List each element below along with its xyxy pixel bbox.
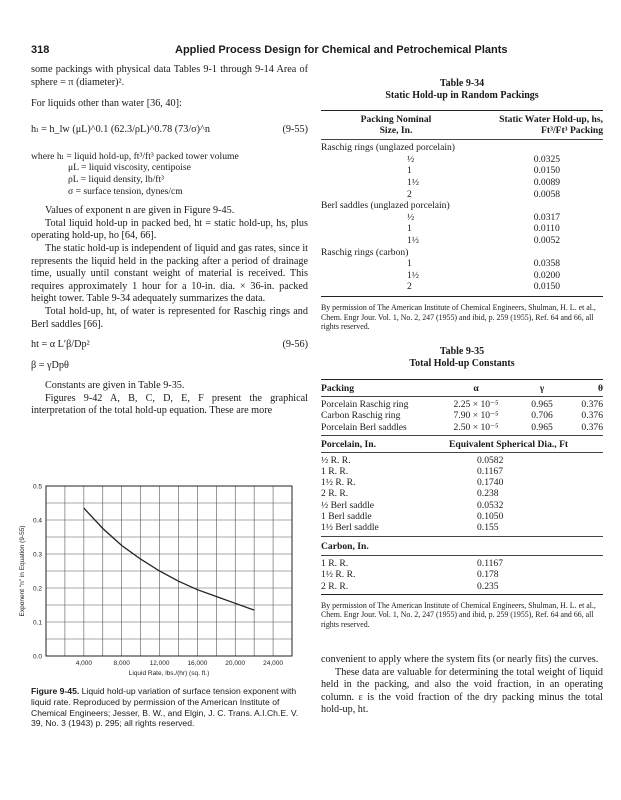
cell-theta: 0.376 [581,421,603,433]
figure-caption [31,686,311,729]
cell-packing: 1½ R. R. [321,477,356,489]
table-row [321,466,603,477]
cell-packing: Porcelain Berl saddles [321,421,407,433]
definition: μL = liquid viscosity, centipoise [68,162,191,174]
table-row [321,569,603,580]
cell-alpha: 2.50 × 10⁻⁵ [453,421,499,433]
col-header: Porcelain, In. [321,438,376,450]
equation-text: ht = α L′β/Dp² [31,339,90,351]
paragraph: These data are valuable for determining the total weight of liquid held in the packing, and also the void fraction, in an operating column. ε is the void fraction of the dry packing minus the total hold-up, ht. [321,666,603,716]
table-row [321,188,603,200]
cell-size: 1½ [407,177,419,189]
table-row [321,477,603,488]
paragraph: The static hold-up is independent of liquid and gas rates, since it represents the liquid held in the packing after a period of drainage time, usually until constant weight of material is received. This requires approximately 1 hour for a 10-in. dia. × 36-in. packed height tower. Table 9-34 adequately summarizes the data. [31,242,308,305]
equation-9-56 [31,339,308,352]
cell-value: 0.178 [477,569,499,581]
table-row [321,410,603,421]
x-tick-label: 12,000 [149,660,170,667]
equation-text: β = γDpθ [31,359,69,371]
cell-alpha: 2.25 × 10⁻⁵ [453,399,499,411]
x-tick-label: 20,000 [225,660,246,667]
cell-value: 0.0110 [533,223,560,235]
equation-9-55 [31,119,308,143]
group-label: Raschig rings (carbon) [321,246,409,258]
table-row [321,223,603,235]
y-axis-label: Exponent "n" in Equation (9-55) [19,525,26,617]
cell-value: 0.235 [477,580,499,592]
cell-value: 0.1740 [477,477,504,489]
cell-value: 0.1167 [477,466,504,478]
series-line-n [84,508,254,610]
group-label: Berl saddles (unglazed porcelain) [321,200,450,212]
cell-size: 1 [407,165,412,177]
table-header [321,383,603,394]
col-header: Equivalent Spherical Dia., Ft [449,438,569,450]
cell-theta: 0.376 [581,399,603,411]
group-label: Raschig rings (unglazed porcelain) [321,142,455,154]
cell-packing: 2 R. R. [321,580,349,592]
cell-value: 0.0317 [533,211,561,223]
table-note: By permission of The American Institute of Chemical Engineers, Shulman, H. L. et al., Chem. Engr Jour. Vol. 1, No. 2, 247 (1955) and ibid, p. 259 (1955), Ref. 64 and 66, all rights reserved. [321,302,596,332]
table-title: Static Hold-up in Random Packings [385,90,539,101]
cell-packing: 2 R. R. [321,488,349,500]
y-tick-label: 0.1 [32,619,42,627]
cell-gamma: 0.965 [531,399,553,411]
right-column-text [321,654,603,717]
table-title: Total Hold-up Constants [409,358,515,369]
definition: σ = surface tension, dynes/cm [68,185,183,197]
cell-packing: Carbon Raschig ring [321,410,401,422]
table-9-34 [321,78,603,332]
cell-size: 1 [407,223,412,235]
y-tick-label: 0.0 [32,653,42,661]
table-row [321,558,603,569]
table-row [321,258,603,270]
figure-9-45-chart [12,482,312,682]
constants-body [321,399,603,433]
paragraph: Total liquid hold-up in packed bed, ht = static hold-up, hs, plus operating hold-up, ho [64, 66]. [31,217,308,242]
chart-ticks [33,484,283,668]
table-row [321,235,603,247]
paragraph: Values of exponent n are given in Figure 9-45. [45,205,235,217]
table-row [321,177,603,189]
equation-text: hₗ = h_lw (μL)^0.1 (62.3/ρL)^0.78 (73/σ)^n [31,124,210,136]
cell-theta: 0.376 [581,410,603,422]
table-body [321,142,603,293]
cell-packing: 1 R. R. [321,466,349,478]
cell-size: 2 [407,188,412,200]
cell-size: 1½ [407,269,419,281]
table-header [321,114,603,136]
cell-packing: ½ Berl saddle [321,499,375,511]
subheader [321,439,603,450]
cell-gamma: 0.965 [531,421,553,433]
table-row [321,455,603,466]
col-header: Size, In. [379,125,413,136]
cell-value: 0.1050 [477,510,504,522]
definition: ρL = liquid density, lb/ft³ [68,173,165,185]
table-row [321,399,603,410]
chart-grid [46,486,292,656]
cell-value: 0.0052 [533,235,561,247]
y-tick-label: 0.4 [32,517,42,525]
y-tick-label: 0.2 [32,585,42,593]
cell-packing: ½ R. R. [321,454,351,466]
definitions [31,151,308,197]
table-row [321,500,603,511]
col-header: Static Water Hold-up, hs, [499,114,603,125]
cell-value: 0.0089 [533,177,561,189]
cell-value: 0.238 [477,488,499,500]
cell-value: 0.0325 [533,153,561,165]
definition: where hₗ = liquid hold-up, ft³/ft³ packed tower volume [31,150,239,162]
table-row [321,270,603,282]
cell-value: 0.0582 [477,454,504,466]
table-label: Table 9-35 [439,346,485,357]
paragraph: Figures 9-42 A, B, C, D, E, F present the graphical interpretation of the total hold-up equation. These are more [31,392,308,417]
table-row [321,281,603,293]
table-row [321,165,603,177]
cell-alpha: 7.90 × 10⁻⁵ [453,410,499,422]
y-tick-label: 0.3 [32,551,42,559]
chart-svg [12,482,312,682]
paragraph: For liquids other than water [36, 40]: [31,98,182,110]
table-row [321,522,603,533]
paragraph: Constants are given in Table 9-35. [45,380,185,392]
cell-packing: Porcelain Raschig ring [321,399,409,411]
x-tick-label: 8,000 [113,660,130,667]
paragraph: convenient to apply where the system fits (or nearly fits) the curves. [321,654,599,665]
table-label: Table 9-34 [439,78,485,89]
col-header: Packing [321,383,355,395]
cell-value: 0.0058 [533,188,561,200]
cell-packing: 1½ R. R. [321,569,356,581]
table-row [321,154,603,166]
constants-table [321,383,603,394]
col-header: α [473,383,479,395]
cell-packing: 1 R. R. [321,558,349,570]
cell-value: 0.1167 [477,558,504,570]
table-row [321,422,603,433]
x-tick-label: 16,000 [187,660,208,667]
col-header: Ft³/Ft³ Packing [541,125,603,136]
table-note: By permission of The American Institute of Chemical Engineers, Shulman, H. L. et al., Chem. Engr Jour. Vol. 1, No. 2, 247 (1955) and ibid, p. 259 (1955), Ref. 64 and 66, all rights reserved. [321,600,596,630]
cell-packing: 1 Berl saddle [321,510,372,522]
table-row [321,488,603,499]
equation-number: (9-56) [282,339,308,351]
running-title: Applied Process Design for Chemical and Petrochemical Plants [175,44,508,56]
cell-packing: 1½ Berl saddle [321,521,379,533]
cell-value: 0.0150 [533,281,561,293]
cell-size: 1½ [407,235,419,247]
cell-size: 1 [407,258,412,270]
equation-beta [31,360,308,373]
cell-gamma: 0.706 [531,410,553,422]
table-row [321,580,603,591]
cell-value: 0.155 [477,521,499,533]
cell-size: ½ [407,153,415,165]
paragraph: Total hold-up, ht, of water is represented for Raschig rings and Berl saddles [66]. [31,305,308,330]
table-row [321,212,603,224]
cell-value: 0.0200 [533,269,561,281]
paragraph: some packings with physical data Tables 9-1 through 9-14 Area of sphere = π (diameter)². [31,64,308,88]
page-number: 318 [31,44,50,56]
table-9-35 [321,346,603,630]
x-tick-label: 4,000 [75,660,92,667]
y-tick-label: 0.5 [32,483,42,491]
equation-number: (9-55) [282,124,308,136]
col-header: γ [539,383,545,395]
cell-value: 0.0532 [477,499,504,511]
carbon-body [321,558,603,592]
cell-value: 0.0358 [533,258,561,270]
col-header: Packing Nominal [360,114,432,125]
col-header: θ [597,383,603,395]
cell-value: 0.0150 [533,165,561,177]
caption-text: Liquid hold-up variation of surface tension exponent with liquid rate. Reproduced by permission of the American Institute of Chemical Engineers; Jesser, B. W., and Elgin, J. C. Trans. A.I.Ch.E. V. 39, No. 3 (1943) p. 295; all rights reserved. [31,686,299,729]
left-column [31,64,308,418]
porcelain-body [321,455,603,533]
cell-size: ½ [407,211,415,223]
x-axis-label: Liquid Rate, lbs./(hr) (sq. ft.) [128,670,210,677]
subheader: Carbon, In. [321,541,369,553]
x-tick-label: 24,000 [263,660,284,667]
table-row [321,511,603,522]
cell-size: 2 [407,281,412,293]
caption-label: Figure 9-45. [31,686,80,696]
